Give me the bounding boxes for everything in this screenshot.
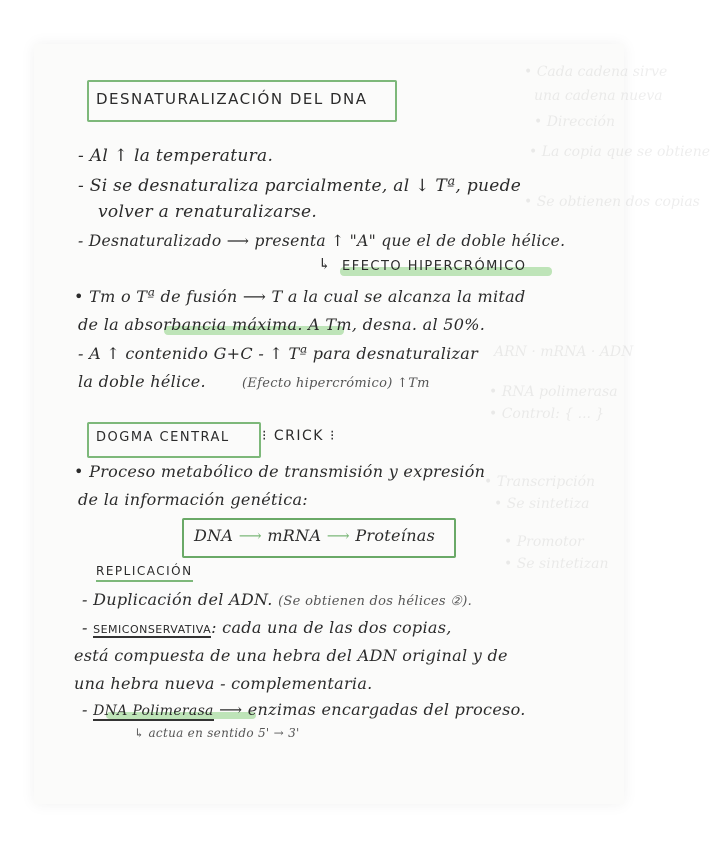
efecto-arrow: ↳	[318, 255, 331, 273]
polimerasa-text: ⟶ enzimas encargadas del proceso.	[213, 700, 526, 719]
polimerasa-note: ↳ actua en sentido 5' → 3'	[134, 726, 300, 740]
flow-dna: DNA	[194, 526, 234, 545]
polimerasa-label: DNA Polimerasa	[93, 703, 214, 719]
dogma-line-1: • Proceso metabólico de transmisión y expresión	[74, 462, 486, 481]
tm-note: (Efecto hipercrómico) ↑Tm	[242, 376, 430, 391]
bullet-temperatura: - Al ↑ la temperatura.	[78, 146, 274, 166]
dogma-line-2: de la información genética:	[78, 490, 308, 509]
flow-arrow-2: ⟶	[326, 526, 350, 545]
rep-line-3: está compuesta de una hebra del ADN original y de	[74, 646, 508, 665]
notebook-page: • Cada cadena sirve una cadena nueva • Dirección • La copia que se obtiene • Se obtienen dos copias ARN · mRNA · ADN • RNA polimerasa • Control: { ... } • Transcripción • Se sintetiza • Promotor • Se sintetizan DESNATURALIZACIÓN DEL DNA - Al ↑ la temperatura. - Si se desnaturaliza parcialmente, al ↓ Tª, puede volver a renaturalizarse. - Desnaturalizado ⟶ presenta ↑ "A" que el de doble hélice. ↳ EFECTO HIPERCRÓMICO • Tm o Tª de fusión ⟶ T a la cual se alcanza la mitad de la absorbancia máxima. A Tm, desna. al 50%. - A ↑ contenido G+C - ↑ Tª para desnaturalizar la doble hélice. (Efecto hipercrómico) ↑Tm DOGMA CENTRAL ⁝ CRICK ⁝ • Proceso metabólico de transmisión y expresión de la información genética: DNA ⟶ mRNA ⟶ Proteínas REPLICACIÓN - Duplicación del ADN. (Se obtienen dos hélices ②). - SEMICONSERVATIVA: cada una de las dos copias, está compuesta de una hebra del ADN original y de una hebra nueva - complementaria. - DNA Polimerasa ⟶ enzimas encargadas del proceso. ↳ actua en sentido 5' → 3'	[34, 44, 624, 804]
tm-line-1: • Tm o Tª de fusión ⟶ T a la cual se alcanza la mitad	[74, 287, 526, 306]
heading-dogma: DOGMA CENTRAL	[96, 430, 230, 445]
replicacion-label: REPLICACIÓN	[96, 564, 193, 582]
rep-line-1-main: - Duplicación del ADN.	[82, 590, 273, 609]
tm-line-3: - A ↑ contenido G+C - ↑ Tª para desnaturalizar	[78, 344, 479, 363]
flow-mrna: mRNA	[267, 526, 322, 545]
flow-arrow-1: ⟶	[238, 526, 262, 545]
flow-text	[194, 526, 435, 545]
rep-semiconservativa: - SEMICONSERVATIVA: cada una de las dos copias,	[82, 618, 452, 637]
bullet-renaturalizarse: volver a renaturalizarse.	[98, 202, 318, 222]
semiconservativa-label: SEMICONSERVATIVA	[93, 623, 212, 636]
rep-line-1	[82, 590, 472, 609]
bullet-desnaturalizado: - Desnaturalizado ⟶ presenta ↑ "A" que el de doble hélice.	[78, 232, 566, 250]
rep-polimerasa: - DNA Polimerasa ⟶ enzimas encargadas del proceso.	[82, 700, 526, 719]
tm-line-2: de la absorbancia máxima. A Tm, desna. al 50%.	[78, 315, 486, 334]
bullet-parcial: - Si se desnaturaliza parcialmente, al ↓ Tª, puede	[78, 176, 522, 196]
tm-line-4: la doble hélice.	[78, 372, 206, 391]
flow-proteinas: Proteínas	[355, 526, 436, 545]
rep-line-4: una hebra nueva - complementaria.	[74, 674, 373, 693]
semiconservativa-text: : cada una de las dos copias,	[211, 618, 452, 637]
heading-desnat: DESNATURALIZACIÓN DEL DNA	[96, 90, 368, 108]
efecto-hipercromico: EFECTO HIPERCRÓMICO	[342, 259, 527, 274]
crick-label: ⁝ CRICK ⁝	[262, 428, 336, 444]
rep-line-1-note: (Se obtienen dos hélices ②).	[278, 594, 473, 609]
